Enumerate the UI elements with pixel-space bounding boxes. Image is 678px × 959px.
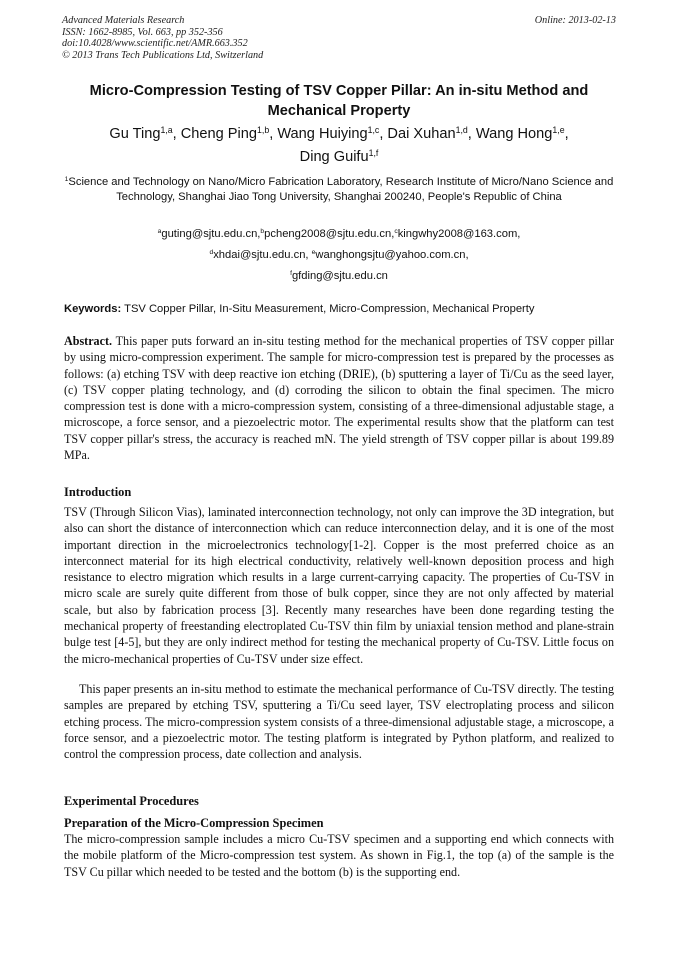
email-sup: f (290, 269, 292, 277)
copyright-line: © 2013 Trans Tech Publications Ltd, Switzerland (62, 49, 264, 61)
email-address[interactable]: wanghongsjtu@yahoo.com.cn, (315, 249, 469, 261)
introduction-paragraph-1: TSV (Through Silicon Vias), laminated interconnection technology, not only can improve the 3D integration, but also can short the distance of interconnection which can reduce interconnection delay, and it is one of the most important direction in the microelectronics technology[1-2]. Copper is the most preferred choice as an interconnect material for its high electrical conductivity, relatively well-known deposition process and high resistance to electro migration which results in a large current-carrying capacity. The properties of Cu-TSV in micro scale are surely quite different from those of bulk copper, since they are not only affected by material scale, but also by fabrication process [3]. Recently many researches have been done regarding testing the mechanical property of freestanding electroplated Cu-TSV thin film by uniaxial tension method and plane-strain bulge test [4-5], but they are only indirect method for testing the mechanical property of Cu-TSV. Little focus on the micro-mechanical properties of Cu-TSV under size effect. (64, 505, 614, 666)
author-sup: 1,a (160, 124, 173, 135)
author-sup: 1,f (368, 147, 379, 158)
email-address[interactable]: gfding@sjtu.edu.cn (291, 270, 388, 282)
email-sup: c (394, 227, 398, 235)
email-address[interactable]: guting@sjtu.edu.cn, (161, 228, 261, 240)
author-name: Cheng Ping (180, 126, 258, 142)
author-name: Wang Huiying (277, 126, 368, 142)
author-list: Gu Ting$^{1,a}$, Cheng Ping$^{1,b}$, Wang Huiying$^{1,c}$, Dai Xuhan$^{1,d}$, Wang Hong$^{1,e}$, Ding Guifu$^{1,f}$ (109, 124, 569, 165)
author-name: Dai Xuhan (387, 126, 456, 142)
online-date: Online: 2013-02-13 (534, 15, 616, 26)
author-name: Gu Ting (109, 126, 161, 142)
affiliation-text: Science and Technology on Nano/Micro Fabrication Laboratory, Research Institute of Micro/Nano Science and Technology, Shanghai Jiao Tong University, Shanghai 200240, People's Republic of China (68, 176, 614, 204)
experimental-heading: Experimental Procedures (64, 794, 199, 808)
email-line (62, 266, 616, 287)
author-sup: 1,c (367, 124, 380, 135)
email-list (62, 224, 616, 287)
specimen-subheading: Preparation of the Micro-Compression Specimen (64, 816, 324, 830)
abstract-text: This paper puts forward an in-situ testing method for the mechanical properties of TSV copper pillar by using micro-compression experiment. The sample for micro-compression test is prepared by the processes as follows: (a) etching TSV with deep reactive ion etching (DRIE), (b) sputtering a layer of Ti/Cu as the seed layer, (c) TSV copper plating technology, and (d) corroding the silicon to obtain the final specimen. The micro compression test is done with a micro-compression system, consisting of a three-dimensional adjustable stage, a microscope, a force sensor, and a piezoelectric motor. The experimental results show that the platform can test TSV copper pillar's stress, the accuracy is reached mN. The yield strength of TSV copper pillar is about 199.89 MPa. (64, 334, 614, 463)
email-line (62, 245, 616, 266)
introduction-paragraph-2: This paper presents an in-situ method to estimate the mechanical performance of Cu-TSV directly. The testing samples are prepared by etching TSV, sputtering a Ti/Cu seed layer, TSV electroplating process and silicon etching process. The micro-compression system consists of a three-dimensional adjustable stage, a microscope, a force sensor, and a piezoelectric motor. The testing platform is integrated by Python platform, and realized to control the compression process, date collection and analysis. (64, 682, 614, 762)
journal-header (62, 15, 616, 61)
author-sup: 1,e (552, 124, 565, 135)
email-sup: d (209, 248, 214, 256)
keywords (64, 302, 618, 317)
author-sup: 1,b (257, 124, 270, 135)
abstract (64, 333, 614, 463)
introduction-heading: Introduction (64, 485, 132, 499)
keywords-text: TSV Copper Pillar, In-Situ Measurement, Micro-Compression, Mechanical Property (121, 303, 535, 315)
author-name: Ding Guifu (299, 149, 369, 165)
email-sup: a (157, 227, 162, 235)
email-sup: b (260, 227, 265, 235)
abstract-label: Abstract. (64, 334, 113, 348)
email-address[interactable]: kingwhy2008@163.com, (397, 228, 521, 240)
email-address[interactable]: xhdai@sjtu.edu.cn, (213, 249, 312, 261)
issn-line: ISSN: 1662-8985, Vol. 663, pp 352-356 (62, 26, 223, 38)
doi-line: doi:10.4028/www.scientific.net/AMR.663.352 (62, 38, 248, 50)
affiliation-sup: 1 (64, 175, 69, 183)
author-sup: 1,d (455, 124, 468, 135)
journal-name: Advanced Materials Research (62, 15, 185, 26)
keywords-label: Keywords: (64, 303, 122, 315)
email-line (62, 224, 616, 245)
email-sup: e (311, 248, 316, 256)
affiliation (62, 175, 616, 206)
author-name: Wang Hong (475, 126, 553, 142)
paper-title: Micro-Compression Testing of TSV Copper Pillar: An in-situ Method and Mechanical Property (89, 83, 589, 119)
experimental-paragraph-1: The micro-compression sample includes a micro Cu-TSV specimen and a supporting end which connects with the mobile platform of the Micro-compression test system. As shown in Fig.1, the top (a) of the sample is the TSV Cu pillar which needed to be tested and the bottom (b) is the supporting end. (64, 832, 614, 879)
email-address[interactable]: pcheng2008@sjtu.edu.cn, (264, 228, 395, 240)
